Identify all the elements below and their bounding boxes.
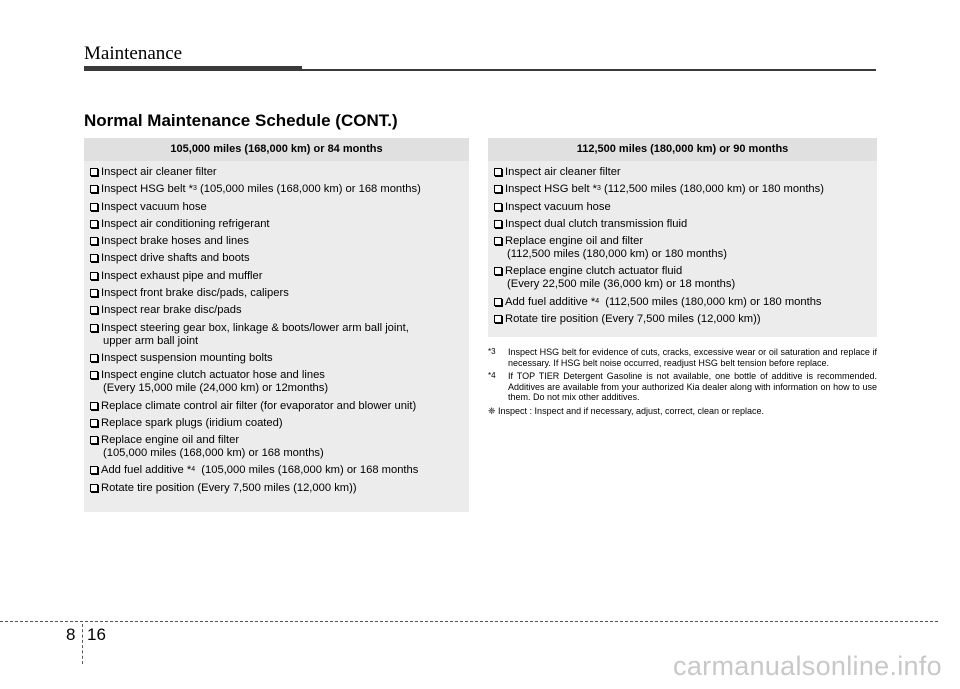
checklist-item — [494, 166, 871, 179]
footer-dashed-rule — [0, 621, 938, 622]
footnote — [488, 406, 877, 417]
checkbox-icon — [90, 254, 98, 262]
footnote-mark: *3 — [488, 347, 496, 356]
checklist-item — [90, 166, 463, 179]
page-number: 16 — [87, 625, 106, 644]
checklist-item — [90, 482, 463, 495]
item-text: Replace engine clutch actuator fluid — [505, 265, 683, 278]
item-text: Inspect steering gear box, linkage & boots/lower arm ball joint, — [101, 321, 409, 334]
item-text: Inspect brake hoses and lines — [101, 235, 250, 248]
section-title: Normal Maintenance Schedule (CONT.) — [84, 111, 398, 130]
item-text: Rotate tire position (Every 7,500 miles (12,000 km)) — [505, 313, 761, 326]
checklist-item — [90, 201, 463, 214]
item-subtext: (Every 15,000 mile (24,000 km) or 12months) — [103, 382, 329, 395]
checklist-item — [90, 304, 463, 317]
checklist-item — [494, 313, 871, 326]
item-text: Inspect engine clutch actuator hose and lines — [101, 369, 325, 382]
item-text: Inspect front brake disc/pads, calipers — [101, 287, 289, 300]
checkbox-icon — [90, 466, 98, 474]
checklist-item — [90, 287, 463, 300]
item-text: Inspect vacuum hose — [101, 200, 207, 213]
schedule-105000-list — [84, 161, 469, 495]
checklist-item — [494, 296, 871, 309]
footnote-mark: *4 — [488, 371, 496, 380]
checkbox-icon — [90, 289, 98, 297]
footnote-ref: 4 — [191, 466, 196, 474]
checkbox-icon — [90, 324, 98, 332]
item-text: Add fuel additive * — [101, 464, 192, 477]
item-text: Inspect drive shafts and boots — [101, 252, 250, 265]
footnote-ref: 4 — [595, 297, 600, 305]
checklist-item — [90, 235, 463, 248]
checklist-item — [90, 434, 463, 460]
item-text: Inspect vacuum hose — [505, 200, 611, 213]
checklist-item — [90, 417, 463, 430]
checklist-item — [90, 322, 463, 348]
footnotes — [488, 347, 877, 419]
footnote-text: Inspect HSG belt for evidence of cuts, cracks, excessive wear or oil saturation and replace if necessary. If HSG belt noise occurred, readjust HSG belt tension before replace. — [508, 347, 877, 368]
item-interval: (112,500 miles (180,000 km) or 180 months — [599, 295, 822, 308]
watermark: carmanualsonline.info — [673, 651, 942, 681]
item-text: Inspect dual clutch transmission fluid — [505, 217, 688, 230]
item-subtext: upper arm ball joint — [103, 334, 199, 347]
item-text: Inspect rear brake disc/pads — [101, 304, 242, 317]
footnote-ref: 3 — [597, 185, 601, 193]
item-text: Replace engine oil and filter — [101, 434, 240, 447]
schedule-112500-heading: 112,500 miles (180,000 km) or 90 months — [488, 138, 877, 161]
checklist-item — [90, 270, 463, 283]
checklist-item — [90, 218, 463, 231]
checklist-item — [494, 218, 871, 231]
schedule-112500-panel — [488, 138, 877, 337]
checklist-item — [494, 201, 871, 214]
checkbox-icon — [90, 220, 98, 228]
checklist-item — [90, 369, 463, 395]
item-text: Replace spark plugs (iridium coated) — [101, 416, 283, 429]
item-text: Replace climate control air filter (for evaporator and blower unit) — [101, 399, 417, 412]
page-header-title: Maintenance — [84, 43, 183, 64]
checkbox-icon — [494, 237, 502, 245]
checkbox-icon — [494, 185, 502, 193]
item-interval: (112,500 miles (180,000 km) or 180 months) — [600, 183, 824, 196]
checkbox-icon — [90, 203, 98, 211]
item-text: Replace engine oil and filter — [505, 235, 644, 248]
footnote-text: ❈ Inspect : Inspect and if necessary, adjust, correct, clean or replace. — [488, 405, 765, 416]
footnote-ref: 3 — [193, 185, 197, 193]
item-text: Inspect HSG belt * — [505, 183, 598, 196]
checklist-item — [90, 464, 463, 477]
checkbox-icon — [90, 436, 98, 444]
header-rule-thin — [302, 69, 876, 71]
checkbox-icon — [90, 419, 98, 427]
item-subtext: (112,500 miles (180,000 km) or 180 months) — [507, 248, 727, 261]
checkbox-icon — [90, 237, 98, 245]
item-text: Inspect HSG belt * — [101, 183, 194, 196]
checkbox-icon — [90, 402, 98, 410]
checklist-item — [90, 252, 463, 265]
checkbox-icon — [90, 371, 98, 379]
checkbox-icon — [90, 484, 98, 492]
item-text: Inspect air cleaner filter — [101, 166, 217, 178]
checkbox-icon — [494, 220, 502, 228]
schedule-105000-panel — [84, 138, 469, 512]
item-subtext: (105,000 miles (168,000 km) or 168 months) — [103, 447, 324, 460]
header-rule-thick — [84, 66, 302, 71]
page-number-divider — [82, 624, 83, 664]
checkbox-icon — [494, 168, 502, 176]
checklist-item — [90, 400, 463, 413]
checklist-item — [494, 235, 871, 261]
checklist-item — [90, 352, 463, 365]
checkbox-icon — [494, 267, 502, 275]
checkbox-icon — [90, 168, 98, 176]
checklist-item — [494, 183, 871, 196]
checkbox-icon — [90, 185, 98, 193]
checkbox-icon — [90, 272, 98, 280]
item-text: Inspect air conditioning refrigerant — [101, 217, 270, 230]
checkbox-icon — [494, 298, 502, 306]
item-text: Rotate tire position (Every 7,500 miles (12,000 km)) — [101, 481, 357, 494]
item-text: Inspect air cleaner filter — [505, 166, 621, 178]
checkbox-icon — [90, 306, 98, 314]
footnote — [488, 347, 877, 368]
footnote — [488, 371, 877, 403]
checklist-item — [90, 183, 463, 196]
item-text: Add fuel additive * — [505, 295, 596, 308]
checklist-item — [494, 265, 871, 291]
item-text: Inspect exhaust pipe and muffler — [101, 269, 263, 282]
item-interval: (105,000 miles (168,000 km) or 168 months) — [196, 183, 421, 196]
item-subtext: (Every 22,500 mile (36,000 km) or 18 months) — [507, 278, 736, 291]
item-text: Inspect suspension mounting bolts — [101, 351, 273, 364]
item-interval: (105,000 miles (168,000 km) or 168 months — [195, 464, 419, 477]
checkbox-icon — [90, 354, 98, 362]
checkbox-icon — [494, 203, 502, 211]
schedule-105000-heading: 105,000 miles (168,000 km) or 84 months — [84, 138, 469, 161]
checkbox-icon — [494, 315, 502, 323]
footnote-text: If TOP TIER Detergent Gasoline is not available, one bottle of additive is recommended. Additives are available from your authorized Kia dealer along with information on how to use them. Do not mix other additives. — [508, 371, 877, 402]
chapter-number: 8 — [66, 625, 76, 644]
schedule-112500-list — [488, 161, 877, 326]
